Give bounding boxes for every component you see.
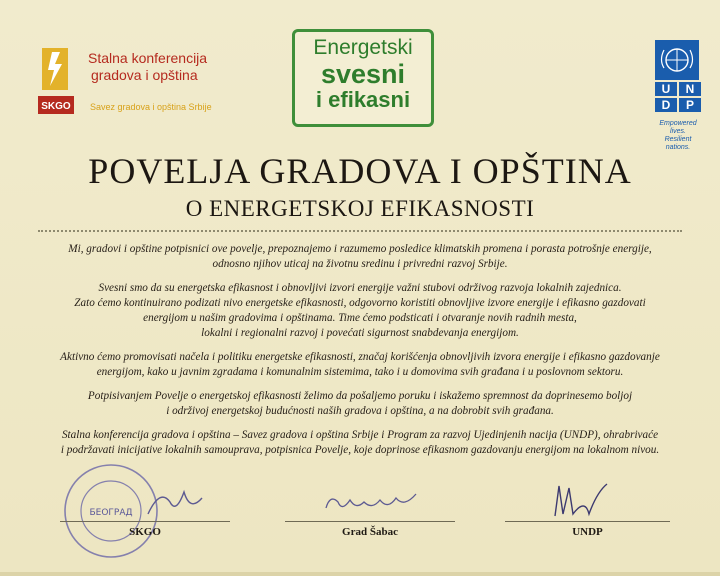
paragraph-line: Mi, gradovi i opštine potpisnici ove povelje, prepoznajemo i razumemo posledice klimatskih promena i porasta potrošnje energije, <box>68 243 652 255</box>
paragraph-line: energijom, kako u javnim zgradama i komunalnim sistemima, tako i u domovima svih građana i u poslovnom sektoru. <box>96 366 624 378</box>
campaign-line1: Energetski <box>313 36 413 59</box>
undp-letters <box>655 82 701 112</box>
paragraph-1 <box>36 242 684 272</box>
skgo-signature-icon <box>140 484 210 522</box>
skgo-subtitle: Savez gradova i opština Srbije <box>90 102 212 112</box>
paragraph-line: i podržavati inicijative lokalnih samouprava, potpisnica Povelje, koje doprinose efikasnom gazdovanju energijom na lokalnom nivou. <box>60 444 660 456</box>
undp-tagline-1: Empowered lives. <box>659 120 697 135</box>
campaign-logo <box>292 29 434 127</box>
signature-label-undp: UNDP <box>572 526 603 538</box>
paragraph-line: i održivoj energetskoj budućnosti naših gradova i opština, a na dobrobit svih građana. <box>166 405 554 417</box>
undp-letter-p: P <box>679 98 701 112</box>
undp-letter-u: U <box>655 82 677 96</box>
paragraph-line: odnosno njihov uticaj na životnu sredinu i privredni razvoj Srbije. <box>212 258 508 270</box>
undp-signature-icon <box>545 478 615 520</box>
signature-label-sabac: Grad Šabac <box>342 526 398 538</box>
paragraph-line: energijom u našim gradovima i opštinama. Time ćemo podsticati i otvaranje novih radnih mesta, <box>143 312 577 324</box>
paragraph-line: Stalna konferencija gradova i opština – Savez gradova i opština Srbije i Program za razvoj Ujedinjenih nacija (UNDP), ohrabrivaće <box>61 429 659 441</box>
paragraph-5 <box>36 428 684 458</box>
signature-line-sabac <box>285 521 455 522</box>
paragraph-3 <box>36 350 684 380</box>
skgo-name-line2: gradova i opština <box>91 67 198 83</box>
paragraph-line: Svesni smo da su energetska efikasnost i obnovljivi izvori energije važni stubovi održivog razvoja lokalnih zajednica. <box>98 282 622 294</box>
paragraph-line: Potpisivanjem Povelje o energetskoj efikasnosti želimo da pošaljemo poruku i iskažemo spremnost da doprinesemo boljoj <box>87 390 633 402</box>
skgo-name <box>88 50 248 84</box>
sabac-signature-icon <box>320 488 420 520</box>
skgo-name-line1: Stalna konferencija <box>88 50 208 66</box>
campaign-line3: i efikasni <box>315 87 411 112</box>
signature-line-skgo <box>60 521 230 522</box>
undp-letter-n: N <box>679 82 701 96</box>
undp-tagline <box>655 120 701 152</box>
paragraph-2 <box>36 281 684 341</box>
undp-tagline-2: Resilient nations. <box>664 136 692 151</box>
signature-label-skgo: SKGO <box>129 526 161 538</box>
paragraph-line: Aktivno ćemo promovisati načela i politiku energetske efikasnosti, značaj korišćenja obnovljivih izvora energije i efikasno gazdovanje <box>60 351 660 363</box>
campaign-line2: svesni <box>320 59 406 89</box>
undp-logo <box>655 40 701 152</box>
signature-block <box>0 478 720 558</box>
paragraph-line: lokalni i regionalni razvoj i povećati sigurnost snabdevanja energijom. <box>201 327 519 339</box>
undp-letter-d: D <box>655 98 677 112</box>
document-title: POVELJA GRADOVA I OPŠTINA <box>88 151 632 191</box>
paragraph-4 <box>36 389 684 419</box>
un-emblem-icon <box>655 40 699 80</box>
charter-body <box>36 242 684 467</box>
dotted-divider <box>38 230 682 232</box>
paragraph-line: Zato ćemo kontinuirano podizati nivo energetske efikasnosti, odgovorno koristiti obnovljive izvore energije i efikasno gazdovati <box>74 297 646 309</box>
signature-line-undp <box>505 521 670 522</box>
stamp-text: БЕОГРАД <box>89 508 133 518</box>
document-subtitle: O ENERGETSKOJ EFIKASNOSTI <box>185 196 535 221</box>
skgo-acronym: SKGO <box>41 101 71 112</box>
